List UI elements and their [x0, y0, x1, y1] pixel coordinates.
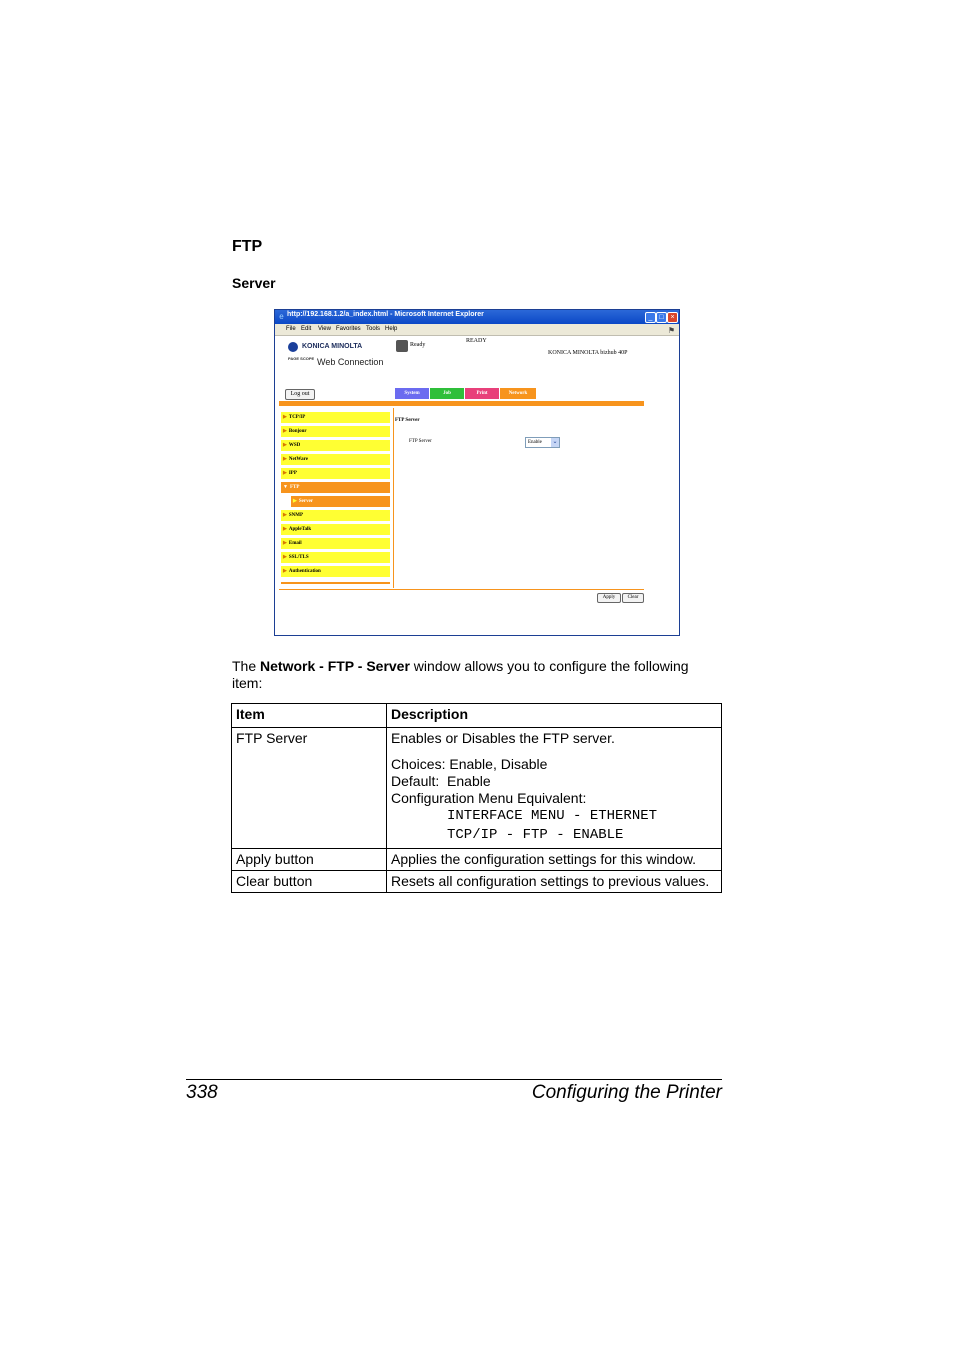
bottom-divider [279, 589, 644, 590]
close-icon[interactable]: × [667, 312, 678, 323]
column-header-description: Description [387, 704, 722, 728]
sidebar-item-snmp[interactable]: ▶ SNMP [281, 510, 390, 522]
sidebar-item-ipp[interactable]: ▶ IPP [281, 468, 390, 480]
table-row [232, 728, 722, 849]
tab-job[interactable]: Job [430, 388, 464, 399]
sidebar-item-netware[interactable]: ▶ NetWare [281, 454, 390, 466]
page-number: 338 [186, 1082, 218, 1103]
maximize-icon[interactable]: □ [656, 312, 667, 323]
sidebar-item-bonjour[interactable]: ▶ Bonjour [281, 426, 390, 438]
table-header-row [232, 704, 722, 728]
sidebar-item-server[interactable]: ▶ Server [291, 496, 390, 508]
header-bar [279, 401, 644, 406]
menu-favorites[interactable]: Favorites [336, 326, 361, 332]
status-text: READY [466, 338, 487, 344]
ie-icon: e [279, 312, 284, 321]
menu-help[interactable]: Help [385, 326, 398, 332]
printer-model: KONICA MINOLTA bizhub 40P [548, 350, 628, 356]
clear-button[interactable]: Clear [622, 593, 644, 603]
brand-name: KONICA MINOLTA [302, 343, 363, 350]
tab-print[interactable]: Print [465, 388, 499, 399]
table-cell-description: Resets all configuration settings to previous values. [387, 871, 722, 893]
status-small: Ready [410, 342, 426, 348]
web-connection-title: Web Connection [317, 357, 384, 367]
browser-window-screenshot [274, 309, 680, 636]
section-heading: FTP [232, 238, 263, 255]
konica-logo-icon [288, 342, 298, 352]
subsection-heading: Server [232, 275, 276, 291]
sidebar-item-email[interactable]: ▶ Email [281, 538, 390, 550]
menu-bar [275, 324, 679, 336]
minimize-icon[interactable]: _ [645, 312, 656, 323]
table-cell-item: Clear button [232, 871, 387, 893]
table-cell-description: Enables or Disables the FTP server. Choices: Enable, Disable Default: Enable Configuration Menu Equivalent: INTERFACE MENU - ETHERNET TCP/IP - FTP - ENABLE [387, 728, 722, 849]
main-title: FTP Server [395, 418, 420, 423]
sidebar-bottom-bar [281, 582, 390, 584]
menu-tools[interactable]: Tools [366, 326, 381, 332]
menu-view[interactable]: View [318, 326, 331, 332]
sidebar-item-appletalk[interactable]: ▶ AppleTalk [281, 524, 390, 536]
sidebar-divider [393, 408, 394, 588]
table-row [232, 849, 722, 871]
chevron-down-icon[interactable]: ⌄ [552, 439, 558, 445]
sidebar-item-authentication[interactable]: ▶ Authentication [281, 566, 390, 578]
ftp-server-select[interactable] [525, 437, 560, 448]
footer-title: Configuring the Printer [531, 1082, 722, 1103]
table-row [232, 871, 722, 893]
logout-button[interactable]: Log out [285, 389, 315, 400]
web-content [275, 336, 679, 635]
footer-rule [186, 1079, 722, 1080]
tab-system[interactable]: System [395, 388, 429, 399]
menu-file[interactable]: File [286, 326, 296, 332]
select-value: Enable [528, 440, 542, 445]
menu-edit[interactable]: Edit [301, 326, 312, 332]
windows-logo-icon: ⚑ [667, 326, 675, 335]
printer-icon [396, 340, 408, 352]
pagescope-logo: PAGE SCOPE [288, 356, 315, 361]
table-cell-item: FTP Server [232, 728, 387, 849]
window-title: http://192.168.1.2/a_index.html - Microsoft Internet Explorer [287, 311, 484, 318]
column-header-item: Item [232, 704, 387, 728]
sidebar-item-ssltls[interactable]: ▶ SSL/TLS [281, 552, 390, 564]
sidebar-item-tcpip[interactable]: ▶ TCP/IP [281, 412, 390, 424]
sidebar-item-ftp[interactable]: ▼ FTP [281, 482, 390, 494]
apply-button[interactable]: Apply [597, 593, 621, 603]
settings-table [231, 703, 722, 893]
sidebar-item-wsd[interactable]: ▶ WSD [281, 440, 390, 452]
sidebar [281, 412, 390, 588]
ftp-server-label: FTP Server [409, 439, 432, 444]
table-cell-description: Applies the configuration settings for this window. [387, 849, 722, 871]
tab-network[interactable]: Network [500, 388, 536, 399]
window-titlebar [275, 310, 679, 324]
table-cell-item: Apply button [232, 849, 387, 871]
description-paragraph: The Network - FTP - Server window allows you to configure the following item: [232, 658, 689, 691]
